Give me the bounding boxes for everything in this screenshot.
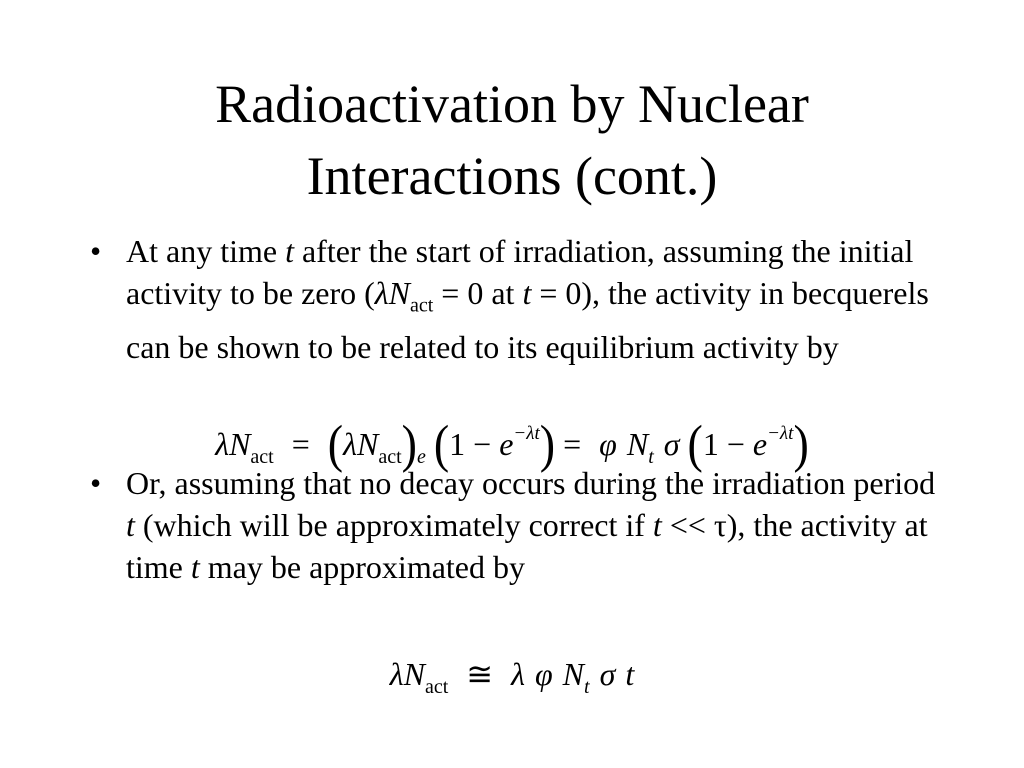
eq1-lhs: λN (215, 426, 251, 462)
eq1-equilibrium-subscript: e (416, 446, 426, 468)
equals-sign: = (291, 426, 310, 462)
paren-close: ) (793, 414, 809, 473)
eq1-exponent: −λt (513, 423, 540, 444)
eq2-N-subscript: t (584, 676, 590, 698)
paren-open: ( (687, 414, 703, 473)
eq2-t: t (625, 656, 635, 692)
equation-1 (0, 404, 1024, 473)
title-line-2: Interactions (cont.) (306, 146, 718, 206)
variable-t: t (522, 275, 532, 311)
eq2-phi: φ (534, 656, 553, 692)
paren-close: ) (539, 414, 556, 473)
approx-equal-sign: ≅ (466, 656, 494, 692)
eq1-lhs-subscript: act (250, 446, 274, 468)
bullet-marker: • (90, 465, 102, 501)
text-segment: = 0 at (433, 275, 523, 311)
slide-title (0, 68, 1024, 212)
eq1-one-minus: 1 − (449, 426, 500, 462)
eq1-N: N (626, 426, 649, 462)
title-line-1: Radioactivation by Nuclear (215, 74, 809, 134)
text-segment: may be approximated by (199, 549, 525, 585)
eq2-N: N (562, 656, 584, 692)
text-segment: (which will be approximately correct if (134, 507, 653, 543)
eq2-lhs-subscript: act (424, 676, 449, 698)
text-segment: Or, assuming that no decay occurs during the irradiation period (126, 465, 936, 501)
equation-2 (0, 646, 1024, 702)
eq1-phi: φ (599, 426, 617, 462)
eq1-one-minus: 1 − (702, 426, 753, 462)
text-segment: = 0), the activity in becquerels can be shown to be related to its equilibrium activity by (126, 275, 929, 366)
paren-open: ( (327, 414, 344, 473)
bullet-text-1 (126, 230, 950, 368)
eq1-sigma: σ (663, 426, 680, 462)
eq1-inner-subscript: act (378, 446, 402, 468)
text-segment: after the start of irradiation, assuming the initial activity to be zero ( (126, 233, 914, 311)
bullet-marker: • (90, 233, 102, 269)
eq2-lhs: λN (389, 656, 425, 692)
eq2-sigma: σ (599, 656, 616, 692)
activity-subscript: act (409, 294, 434, 317)
eq1-exponent: −λt (767, 423, 794, 444)
eq1-exponential-base: e (499, 426, 514, 462)
text-segment: At any time (126, 233, 286, 269)
paren-open: ( (433, 414, 450, 473)
equals-sign: = (563, 426, 582, 462)
text-segment: << τ), the activity at time (126, 507, 928, 585)
eq1-exponential-base: e (752, 426, 768, 462)
paren-close: ) (401, 414, 417, 473)
variable-t: t (652, 507, 662, 543)
bullet-text-2 (126, 462, 950, 588)
activity-symbol: λN (374, 275, 410, 311)
eq1-N-subscript: t (648, 446, 654, 468)
eq1-inner: λN (343, 426, 379, 462)
eq2-lambda: λ (511, 656, 525, 692)
bullet-item-1 (90, 230, 950, 368)
variable-t: t (126, 507, 135, 543)
variable-t: t (285, 233, 294, 269)
variable-t: t (190, 549, 200, 585)
bullet-item-2 (90, 462, 950, 588)
